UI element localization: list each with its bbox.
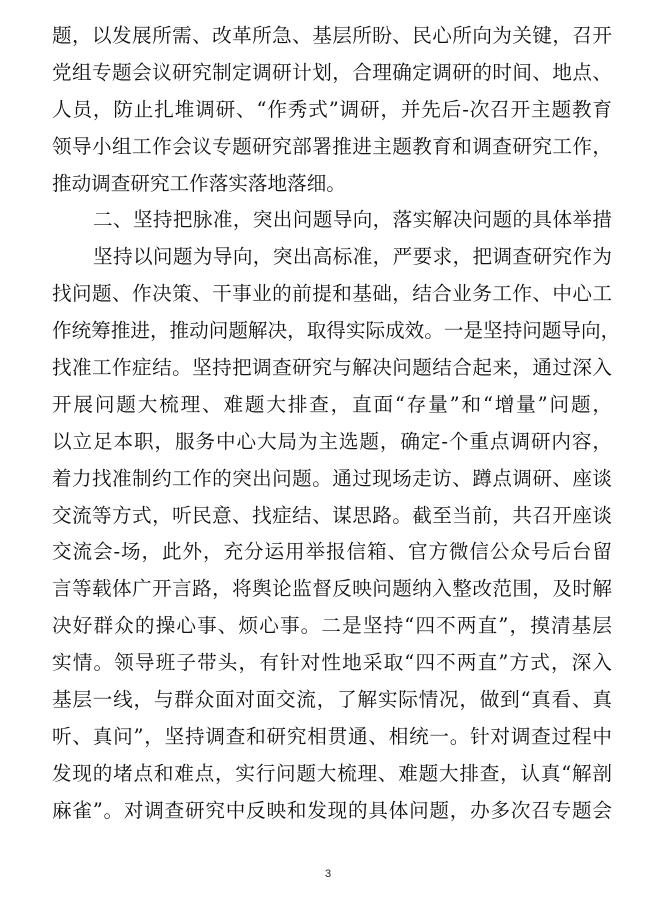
text-line: 人员，防止扎堆调研、“作秀式”调研，并先后-次召开主题教育: [52, 97, 612, 121]
text-line: 交流会-场，此外，充分运用举报信箱、官方微信公众号后台留: [52, 540, 612, 564]
text-line: 着力找准制约工作的突出问题。通过现场走访、蹲点调研、座谈: [52, 466, 612, 490]
text-line: 领导小组工作会议专题研究部署推进主题教育和调查研究工作，: [52, 134, 612, 158]
text-line: 决好群众的操心事、烦心事。二是坚持“四不两直”，摸清基层: [52, 614, 612, 638]
text-line: 言等载体广开言路，将舆论监督反映问题纳入整改范围，及时解: [52, 577, 612, 601]
text-line: 开展问题大梳理、难题大排查，直面“存量”和“增量”问题，: [52, 392, 612, 416]
page-number: 3: [324, 868, 332, 880]
body-text: [52, 18, 621, 830]
text-line: 基层一线，与群众面对面交流，了解实际情况，做到“真看、真: [52, 688, 612, 712]
text-line: 作统筹推进，推动问题解决，取得实际成效。一是坚持问题导向，: [52, 319, 621, 343]
section-heading: 二、坚持把脉准，突出问题导向，落实解决问题的具体举措: [93, 208, 612, 232]
text-line: 找问题、作决策、干事业的前提和基础，结合业务工作、中心工: [52, 282, 612, 306]
text-line: 坚持以问题为导向，突出高标准，严要求，把调查研究作为: [93, 245, 612, 269]
text-line: 推动调查研究工作落实落地落细。: [52, 171, 346, 195]
text-line: 题，以发展所需、改革所急、基层所盼、民心所向为关键，召开: [52, 24, 612, 47]
text-line: 找准工作症结。坚持把调查研究与解决问题结合起来，通过深入: [52, 356, 612, 380]
text-line: 麻雀”。对调查研究中反映和发现的具体问题，办多次召专题会: [52, 798, 612, 822]
text-line: 以立足本职，服务中心大局为主选题，确定-个重点调研内容，: [52, 429, 612, 453]
text-line: 发现的堵点和难点，实行问题大梳理、难题大排查，认真“解剖: [52, 761, 612, 785]
text-line: 党组专题会议研究制定调研计划，合理确定调研的时间、地点、: [52, 60, 612, 84]
text-line: 听、真问”，坚持调查和研究相贯通、相统一。针对调查过程中: [52, 724, 612, 748]
text-line: 交流等方式，听民意、找症结、谋思路。截至当前，共召开座谈: [52, 503, 612, 527]
text-line: 实情。领导班子带头，有针对性地采取“四不两直”方式，深入: [52, 651, 612, 675]
